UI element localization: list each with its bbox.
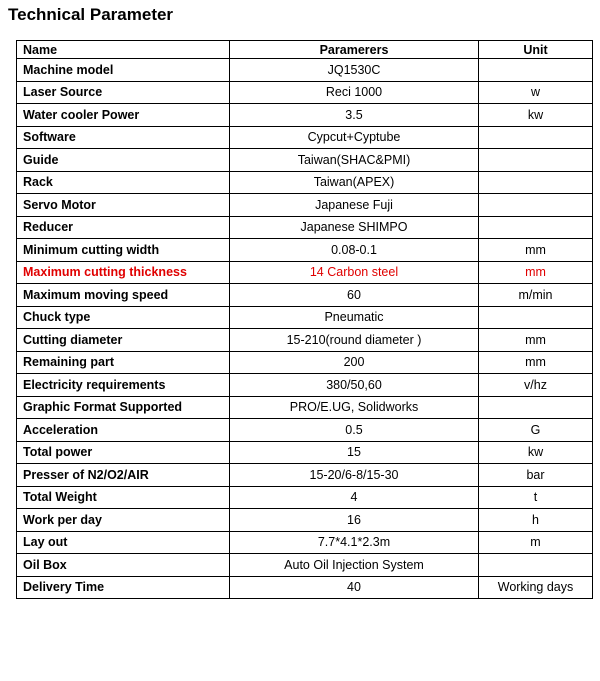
table-row [17,441,593,464]
row-value: Cypcut+Cyptube [230,126,479,149]
table-row [17,486,593,509]
table-row [17,554,593,577]
technical-parameter-table [16,40,593,599]
row-value: 14 Carbon steel [230,261,479,284]
row-name: Maximum moving speed [17,284,230,307]
table-row [17,509,593,532]
table-row [17,576,593,599]
row-value: PRO/E.UG, Solidworks [230,396,479,419]
row-value: 0.08-0.1 [230,239,479,262]
row-name: Machine model [17,59,230,82]
row-name: Lay out [17,531,230,554]
table-row [17,531,593,554]
table-row [17,329,593,352]
row-unit [479,396,593,419]
row-name: Laser Source [17,81,230,104]
row-unit: mm [479,261,593,284]
table-row [17,81,593,104]
row-value: Pneumatic [230,306,479,329]
row-name: Rack [17,171,230,194]
row-unit: t [479,486,593,509]
table-row [17,284,593,307]
row-value: 16 [230,509,479,532]
row-unit: mm [479,239,593,262]
table-row [17,396,593,419]
table-row [17,374,593,397]
row-value: 15-210(round diameter ) [230,329,479,352]
row-value: Japanese Fuji [230,194,479,217]
row-unit: bar [479,464,593,487]
row-value: 15-20/6-8/15-30 [230,464,479,487]
table-row [17,104,593,127]
row-value: 40 [230,576,479,599]
table-row [17,194,593,217]
row-value: JQ1530C [230,59,479,82]
row-name: Graphic Format Supported [17,396,230,419]
row-unit: kw [479,104,593,127]
row-value: 60 [230,284,479,307]
row-unit: v/hz [479,374,593,397]
table-row [17,464,593,487]
row-value: Auto Oil Injection System [230,554,479,577]
table-row [17,239,593,262]
row-value: Reci 1000 [230,81,479,104]
row-name: Acceleration [17,419,230,442]
row-unit [479,126,593,149]
row-name: Cutting diameter [17,329,230,352]
row-name: Delivery Time [17,576,230,599]
row-unit: kw [479,441,593,464]
table-row [17,306,593,329]
page-title: Technical Parameter [8,5,174,24]
row-unit: G [479,419,593,442]
table-row [17,126,593,149]
row-name: Maximum cutting thickness [17,261,230,284]
row-name: Oil Box [17,554,230,577]
header-unit: Unit [479,41,593,59]
row-name: Total Weight [17,486,230,509]
row-unit [479,554,593,577]
row-value: 380/50,60 [230,374,479,397]
row-name: Guide [17,149,230,172]
table-row [17,59,593,82]
row-value: Taiwan(SHAC&PMI) [230,149,479,172]
row-unit [479,216,593,239]
table-header-row [17,41,593,59]
row-name: Work per day [17,509,230,532]
row-name: Software [17,126,230,149]
row-value: 15 [230,441,479,464]
table-row [17,261,593,284]
table-row [17,216,593,239]
row-unit: mm [479,351,593,374]
row-unit: w [479,81,593,104]
row-unit: m [479,531,593,554]
row-value: 0.5 [230,419,479,442]
row-name: Remaining part [17,351,230,374]
row-name: Chuck type [17,306,230,329]
row-name: Servo Motor [17,194,230,217]
row-unit: mm [479,329,593,352]
table-row [17,171,593,194]
header-name: Name [17,41,230,59]
row-unit [479,149,593,172]
row-name: Total power [17,441,230,464]
row-value: Taiwan(APEX) [230,171,479,194]
row-unit: m/min [479,284,593,307]
row-value: Japanese SHIMPO [230,216,479,239]
row-value: 3.5 [230,104,479,127]
row-unit [479,171,593,194]
row-name: Reducer [17,216,230,239]
table-row [17,149,593,172]
row-unit: h [479,509,593,532]
row-unit [479,59,593,82]
row-name: Water cooler Power [17,104,230,127]
row-name: Minimum cutting width [17,239,230,262]
header-parameters: Paramerers [230,41,479,59]
row-value: 200 [230,351,479,374]
row-name: Presser of N2/O2/AIR [17,464,230,487]
row-value: 7.7*4.1*2.3m [230,531,479,554]
row-value: 4 [230,486,479,509]
row-unit [479,194,593,217]
table-row [17,351,593,374]
row-unit [479,306,593,329]
row-name: Electricity requirements [17,374,230,397]
table-row [17,419,593,442]
row-unit: Working days [479,576,593,599]
